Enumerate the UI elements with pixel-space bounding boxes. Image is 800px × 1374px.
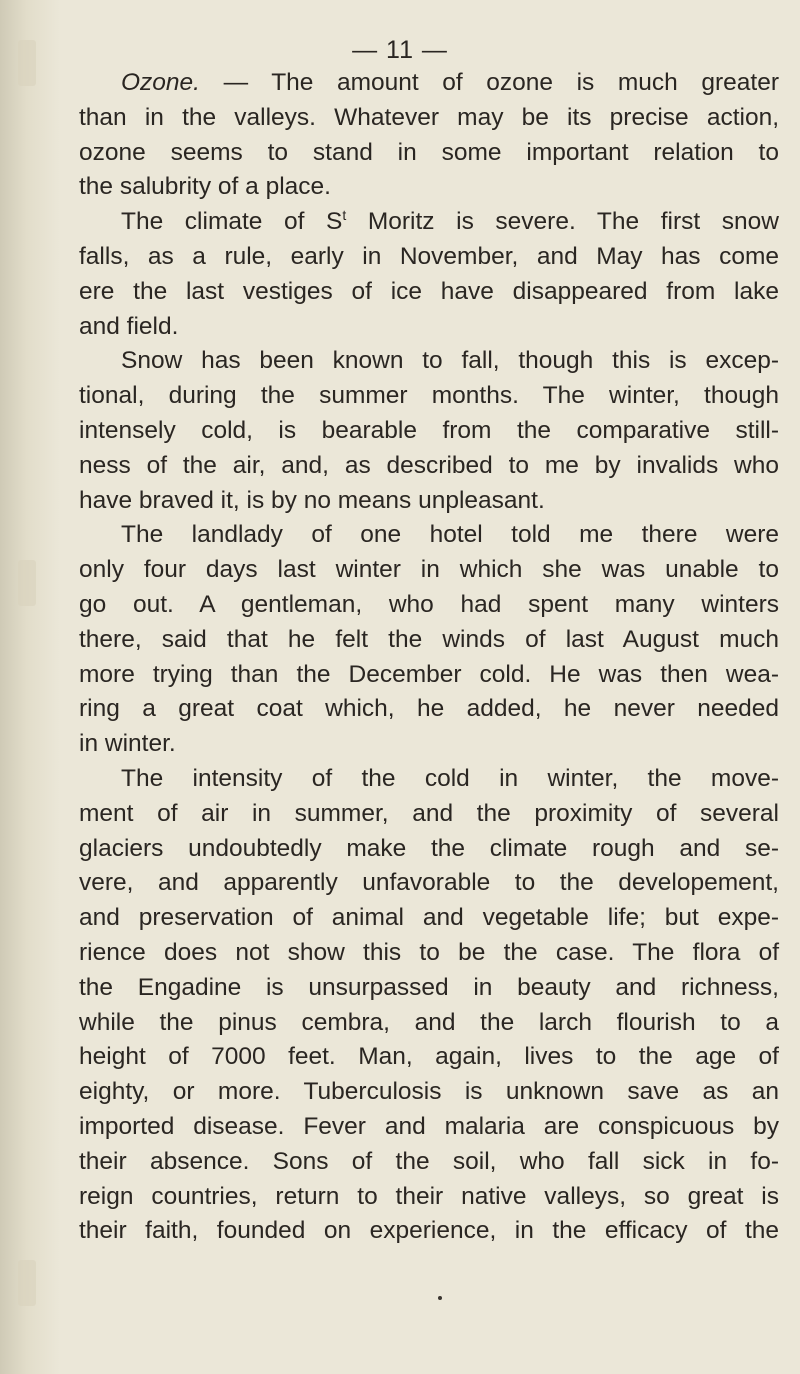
text-line: imported disease. Fever and malaria are conspicuous by — [79, 1112, 779, 1140]
text-line — [79, 66, 779, 101]
line-text: Moritz is severe. The first snow — [346, 208, 779, 236]
text-line: rience does not show this to be the case. The flora of — [79, 938, 779, 966]
text-line: their absence. Sons of the soil, who fall sick in fo- — [79, 1147, 779, 1175]
text-line — [79, 205, 779, 240]
text-line: ment of air in summer, and the proximity of several — [79, 799, 779, 827]
text-line: tional, during the summer months. The winter, though — [79, 382, 779, 410]
text-line: eighty, or more. Tuberculosis is unknown save as an — [79, 1078, 779, 1106]
section-heading: Ozone. — [121, 69, 200, 96]
text-line: glaciers undoubtedly make the climate rough and se- — [79, 834, 779, 862]
text-line: Snow has been known to fall, though this is excep- — [121, 347, 779, 375]
text-line: while the pinus cembra, and the larch flourish to a — [79, 1008, 779, 1036]
page-number: — 11 — — [352, 36, 448, 64]
text-line: and field. — [79, 312, 179, 340]
text-line: in winter. — [79, 730, 176, 758]
text-line: ozone seems to stand in some important relation to — [79, 138, 779, 166]
text-line: the Engadine is unsurpassed in beauty and richness, — [79, 973, 779, 1001]
text-line: more trying than the December cold. He was then wea- — [79, 660, 779, 688]
text-line: go out. A gentleman, who had spent many winters — [79, 590, 779, 618]
text-line: the salubrity of a place. — [79, 173, 331, 201]
text-line: only four days last winter in which she was unable to — [79, 556, 779, 584]
superscript: t — [342, 207, 347, 224]
text-line: and preservation of animal and vegetable life; but expe- — [79, 904, 779, 932]
text-line: The landlady of one hotel told me there were — [121, 521, 779, 549]
text-line: there, said that he felt the winds of last August much — [79, 625, 779, 653]
ink-speck — [438, 1296, 442, 1300]
line-text: — The amount of ozone is much greater — [200, 69, 779, 96]
text-line: height of 7000 feet. Man, again, lives to the age of — [79, 1043, 779, 1071]
text-line: ness of the air, and, as described to me by invalids who — [79, 451, 779, 479]
page-edge-mark — [18, 560, 36, 606]
text-line: ere the last vestiges of ice have disappeared from lake — [79, 277, 779, 305]
text-line: The intensity of the cold in winter, the move- — [121, 764, 779, 792]
text-line: reign countries, return to their native valleys, so great is — [79, 1182, 779, 1210]
text-line: vere, and apparently unfavorable to the developement, — [79, 869, 779, 897]
page-edge-shadow — [0, 0, 60, 1374]
line-text: The climate of S — [121, 208, 343, 236]
text-line: falls, as a rule, early in November, and May has come — [79, 242, 779, 270]
body-text — [79, 66, 779, 1249]
text-line: have braved it, is by no means unpleasant. — [79, 486, 545, 514]
text-line: intensely cold, is bearable from the comparative still- — [79, 416, 779, 444]
text-line: their faith, founded on experience, in the efficacy of the — [79, 1217, 779, 1245]
text-line: ring a great coat which, he added, he never needed — [79, 695, 779, 723]
text-line: than in the valleys. Whatever may be its precise action, — [79, 103, 779, 131]
page-edge-mark — [18, 1260, 36, 1306]
